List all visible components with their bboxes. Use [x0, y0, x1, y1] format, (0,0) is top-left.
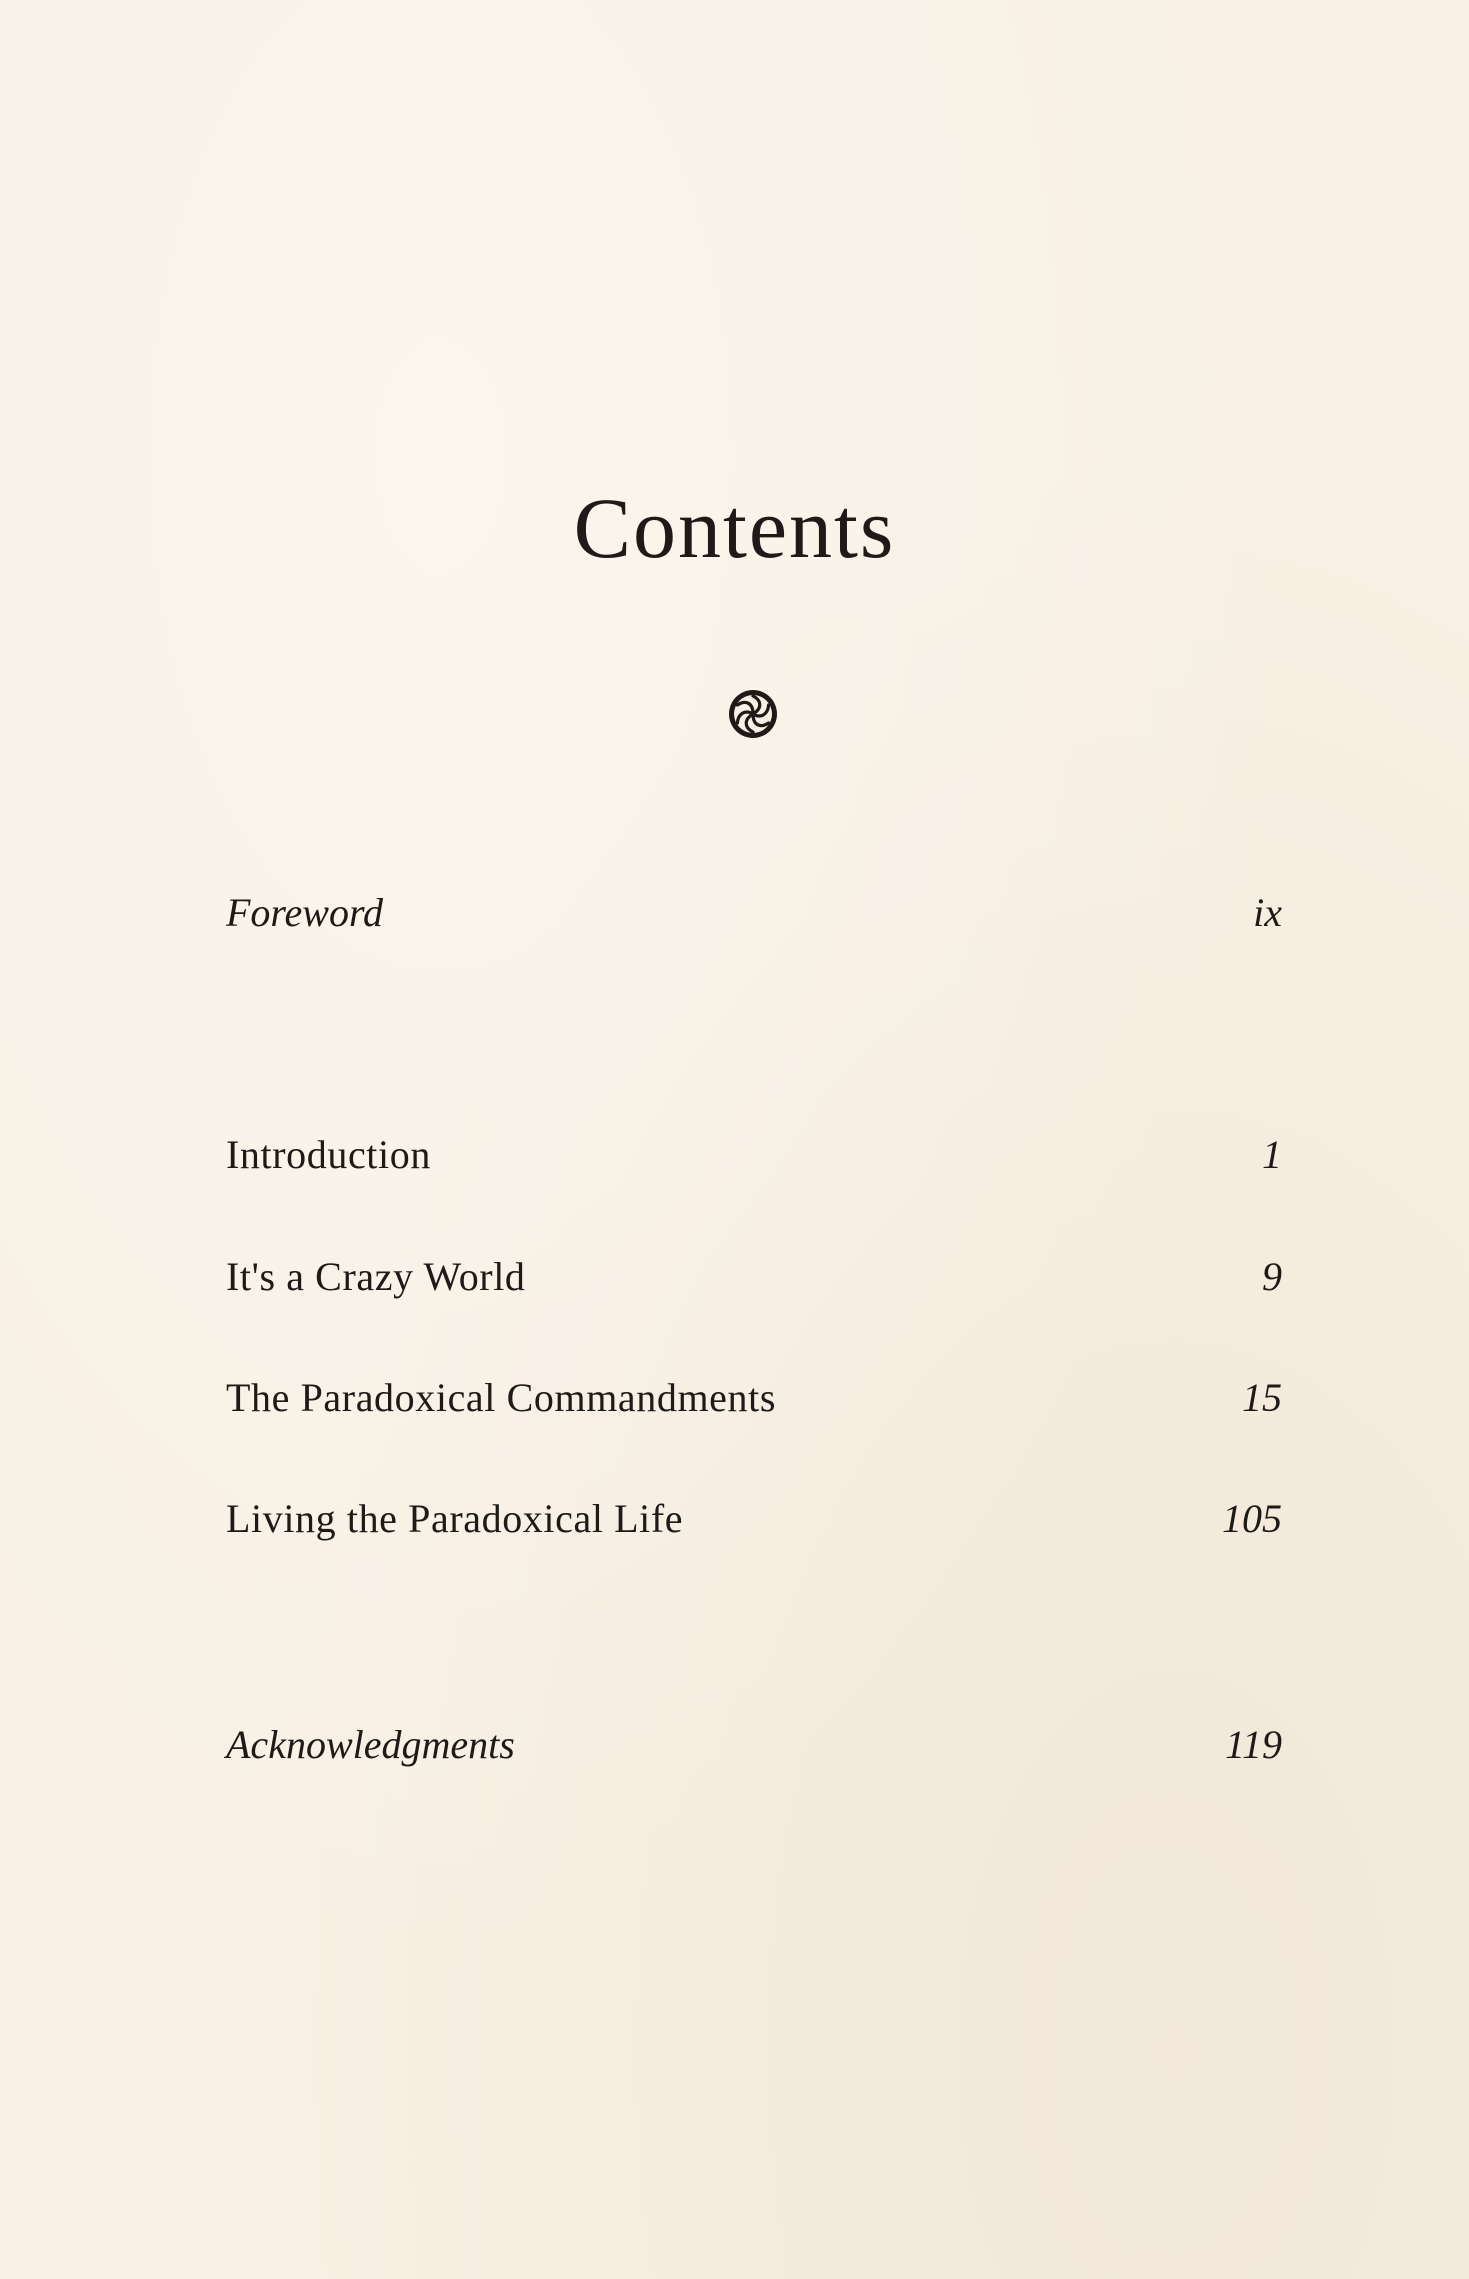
toc-entry-acknowledgments[interactable] [226, 1715, 1282, 1775]
toc-entry-label: Foreword [226, 890, 384, 935]
toc-entry-label: Introduction [226, 1132, 431, 1177]
rosette-ornament-icon [725, 686, 781, 742]
toc-entry-label: It's a Crazy World [226, 1254, 526, 1299]
toc-entry-label: Acknowledgments [226, 1722, 515, 1767]
toc-entry-living-paradoxical-life[interactable] [226, 1489, 1282, 1549]
toc-entry-page-number: 15 [1242, 1375, 1282, 1420]
toc-entry-foreword[interactable] [226, 883, 1282, 943]
toc-entry-label: The Paradoxical Commandments [226, 1375, 777, 1420]
toc-entry-crazy-world[interactable] [226, 1247, 1282, 1307]
toc-entry-label: Living the Paradoxical Life [226, 1496, 684, 1541]
toc-entry-paradoxical-commandments[interactable] [226, 1368, 1282, 1428]
page-title: Contents [573, 480, 896, 576]
toc-entry-page-number: 105 [1222, 1496, 1282, 1541]
toc-entry-page-number: 119 [1224, 1722, 1282, 1767]
toc-entry-page-number: 9 [1262, 1254, 1282, 1299]
toc-entry-page-number: 1 [1262, 1132, 1282, 1177]
toc-entry-page-number: ix [1253, 890, 1282, 935]
toc-entry-introduction[interactable] [226, 1125, 1282, 1185]
